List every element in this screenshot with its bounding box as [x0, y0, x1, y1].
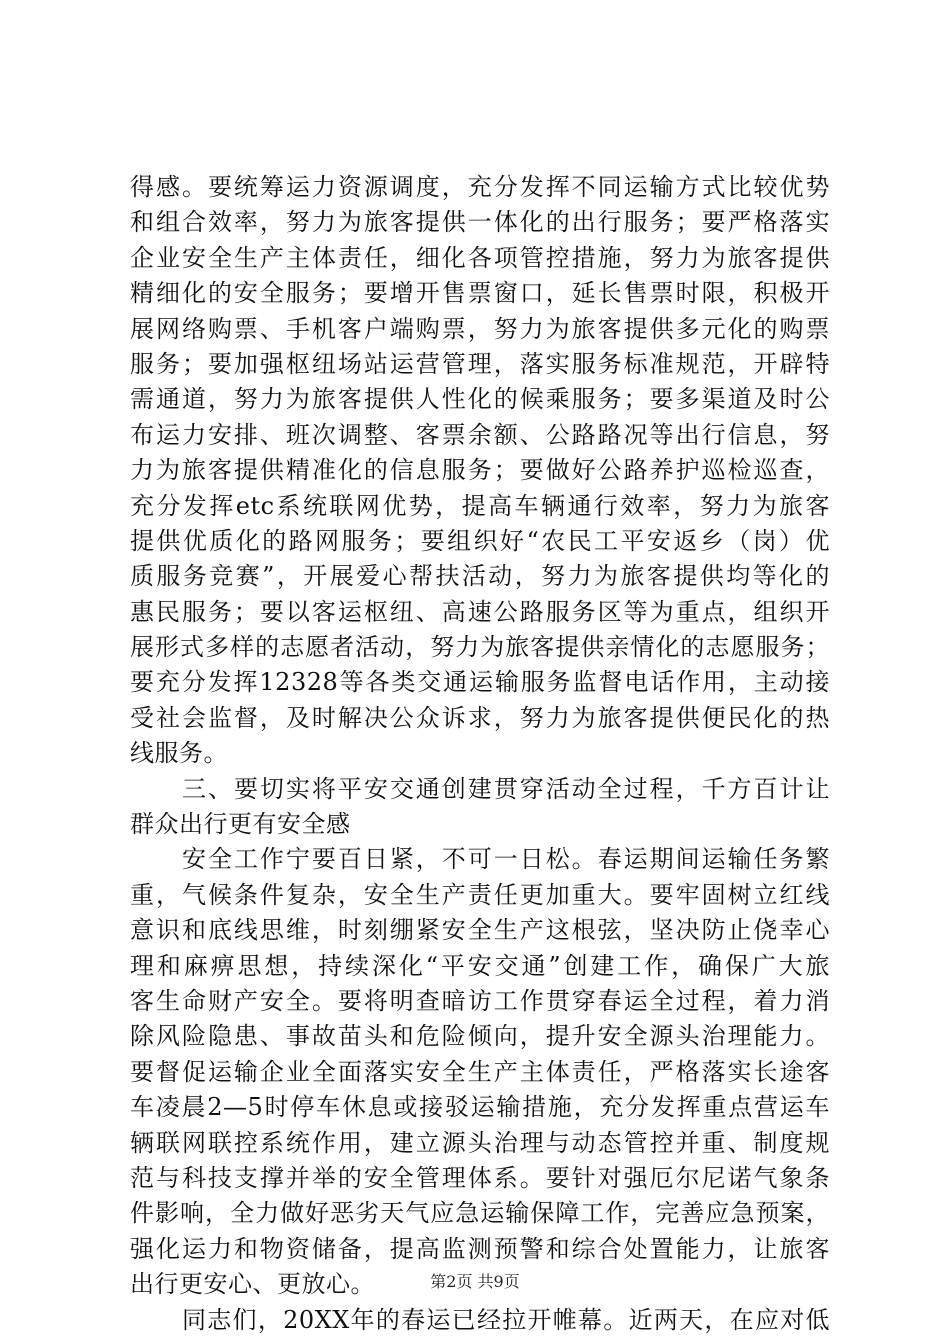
text-line: 车凌晨2—5时停车休息或接驳运输措施，充分发挥重点营运车 — [130, 1093, 830, 1122]
text-line: 三、要切实将平安交通创建贯穿活动全过程，千方百计让 — [182, 774, 830, 803]
text-line: 质服务竞赛”，开展爱心帮扶活动，努力为旅客提供均等化的 — [130, 562, 830, 591]
text-line: 群众出行更有安全感 — [130, 810, 351, 839]
text-line: 充分发挥etc系统联网优势，提高车辆通行效率，努力为旅客 — [130, 491, 830, 520]
text-line: 重，气候条件复杂，安全生产责任更加重大。要牢固树立红线 — [130, 880, 830, 909]
text-line: 服务；要加强枢纽场站运营管理，落实服务标准规范，开辟特 — [130, 349, 830, 378]
text-line: 企业安全生产主体责任，细化各项管控措施，努力为旅客提供 — [130, 243, 830, 272]
text-line: 要督促运输企业全面落实安全生产主体责任，严格落实长途客 — [130, 1057, 830, 1086]
text-line: 理和麻痹思想，持续深化“平安交通”创建工作，确保广大旅 — [130, 951, 830, 980]
text-line: 出行更安心、更放心。 — [130, 1270, 375, 1299]
text-line: 和组合效率，努力为旅客提供一体化的出行服务；要严格落实 — [130, 208, 830, 237]
text-line: 提供优质化的路网服务；要组织好“农民工平安返乡（岗）优 — [130, 526, 830, 555]
text-line: 安全工作宁要百日紧，不可一日松。春运期间运输任务繁 — [182, 845, 830, 874]
text-line: 强化运力和物资储备，提高监测预警和综合处置能力，让旅客 — [130, 1234, 830, 1263]
text-line: 展网络购票、手机客户端购票，努力为旅客提供多元化的购票 — [130, 314, 830, 343]
page-footer: 第2页 共9页 — [430, 1272, 520, 1291]
text-line: 辆联网联控系统作用，建立源头治理与动态管控并重、制度规 — [130, 1128, 830, 1157]
text-line: 布运力安排、班次调整、客票余额、公路路况等出行信息，努 — [130, 420, 830, 449]
text-line: 意识和底线思维，时刻绷紧安全生产这根弦，坚决防止侥幸心 — [130, 916, 830, 945]
text-line: 除风险隐患、事故苗头和危险倾向，提升安全源头治理能力。 — [130, 1022, 830, 1051]
text-line: 得感。要统筹运力资源调度，充分发挥不同运输方式比较优势 — [130, 173, 830, 201]
text-line: 惠民服务；要以客运枢纽、高速公路服务区等为重点，组织开 — [130, 597, 830, 626]
text-line: 范与科技支撑并举的安全管理体系。要针对强厄尔尼诺气象条 — [130, 1163, 830, 1192]
text-line: 件影响，全力做好恶劣天气应急运输保障工作，完善应急预案， — [130, 1199, 830, 1228]
text-line: 受社会监督，及时解决公众诉求，努力为旅客提供便民化的热 — [130, 703, 830, 732]
text-line: 同志们，20XX年的春运已经拉开帷幕。近两天，在应对低 — [182, 1305, 830, 1334]
text-line: 力为旅客提供精准化的信息服务；要做好公路养护巡检巡查， — [130, 456, 830, 485]
text-line: 线服务。 — [130, 739, 228, 768]
text-line: 精细化的安全服务；要增开售票窗口，延长售票时限，积极开 — [130, 279, 830, 308]
text-line: 客生命财产安全。要将明查暗访工作贯穿春运全过程，着力消 — [130, 986, 830, 1015]
text-line: 需通道，努力为旅客提供人性化的候乘服务；要多渠道及时公 — [130, 385, 830, 414]
text-line: 要充分发挥12328等各类交通运输服务监督电话作用，主动接 — [130, 668, 830, 697]
text-line: 展形式多样的志愿者活动，努力为旅客提供亲情化的志愿服务； — [130, 633, 830, 662]
document-body — [130, 170, 830, 1338]
